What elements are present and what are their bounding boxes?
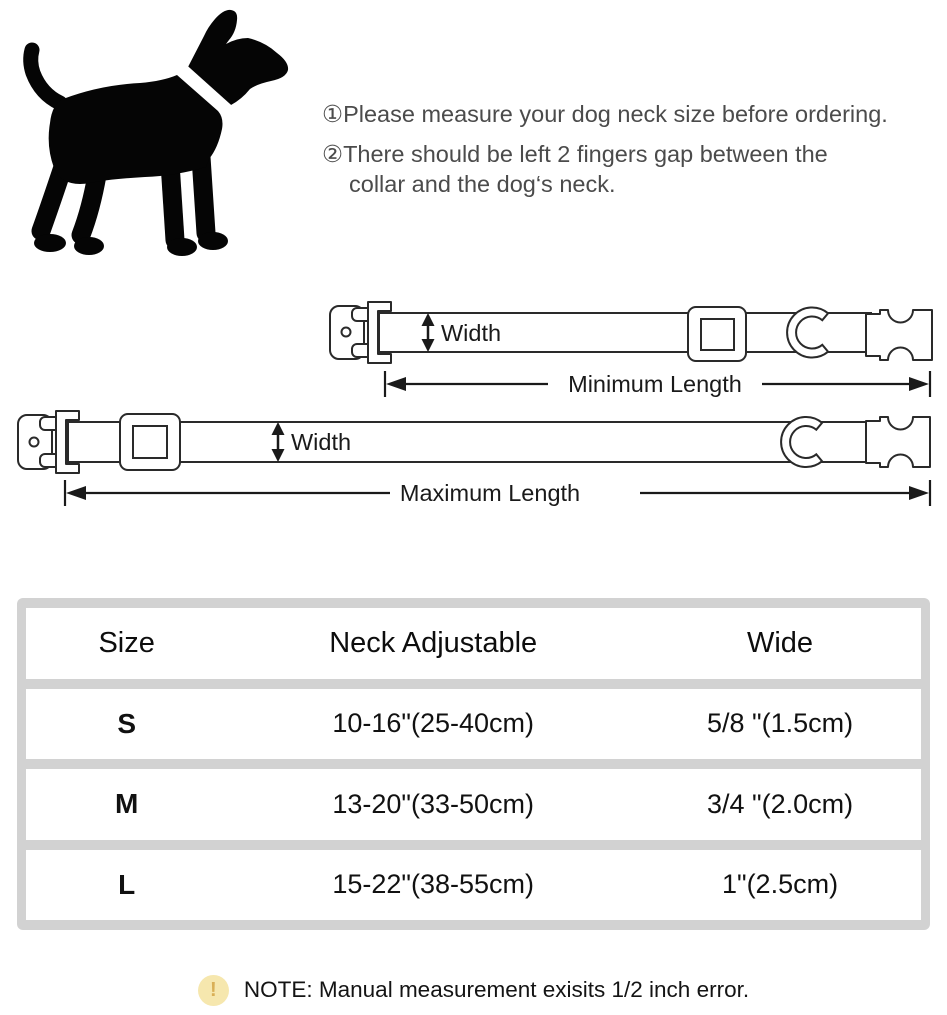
dog-silhouette-icon	[5, 5, 315, 287]
instructions	[322, 99, 947, 199]
column-header-wide: Wide	[746, 626, 814, 659]
instruction-2-line1: ②There should be left 2 fingers gap between the	[322, 141, 828, 167]
dog-body	[49, 75, 223, 184]
dog-rear-leg-far	[41, 167, 63, 231]
max-length-label: Maximum Length	[399, 480, 581, 506]
dog-tail	[31, 50, 60, 103]
size-chart-table	[17, 598, 930, 930]
instruction-2-line2: collar and the dog‘s neck.	[349, 171, 616, 197]
buckle-male-icon-max	[866, 417, 930, 467]
dog-front-paw-near	[198, 232, 228, 250]
size-value: M	[115, 788, 139, 820]
min-length-label: Minimum Length	[568, 371, 742, 397]
wide-value: 5/8 "(1.5cm)	[706, 708, 854, 739]
collar-diagrams-svg	[0, 292, 947, 518]
table-row-s	[26, 689, 921, 760]
column-header-size: Size	[98, 626, 155, 659]
slider-triglide-icon-min	[688, 307, 746, 361]
size-value: L	[118, 868, 136, 900]
neck-adjustable-value: 15-22"(38-55cm)	[332, 869, 535, 900]
note-text: NOTE: Manual measurement exisits 1/2 inch error.	[243, 977, 750, 1002]
table-row-m	[26, 769, 921, 840]
dog-silhouette-svg	[5, 5, 315, 287]
width-label-min: Width	[441, 320, 502, 346]
collar-max-diagram	[18, 411, 930, 506]
neck-adjustable-value: 13-20"(33-50cm)	[332, 788, 535, 819]
neck-adjustable-value: 10-16"(25-40cm)	[332, 708, 535, 739]
collar-max-strap	[68, 422, 868, 462]
note-bar	[0, 968, 947, 1012]
dog-front-paw-far	[167, 238, 197, 256]
width-label-max: Width	[291, 429, 352, 455]
dog-rear-leg-near	[81, 175, 97, 235]
collar-diagrams	[0, 292, 947, 518]
table-row-l	[26, 850, 921, 921]
size-chart-header-row	[26, 608, 921, 679]
exclamation-icon: !	[198, 975, 229, 1006]
buckle-male-icon-min	[866, 310, 932, 360]
dog-shape	[31, 10, 288, 256]
dog-rear-paw-near	[74, 237, 104, 255]
size-value: S	[117, 707, 137, 739]
column-header-neck-adjustable: Neck Adjustable	[329, 626, 538, 659]
wide-value: 1"(2.5cm)	[721, 869, 839, 900]
instruction-1: ①Please measure your dog neck size before ordering.	[322, 101, 888, 127]
dog-front-leg-near	[201, 157, 206, 233]
collar-min-diagram	[330, 302, 932, 397]
slider-triglide-icon-max	[120, 414, 180, 470]
wide-value: 3/4 "(2.0cm)	[706, 788, 854, 819]
dog-rear-paw-far	[34, 234, 66, 252]
